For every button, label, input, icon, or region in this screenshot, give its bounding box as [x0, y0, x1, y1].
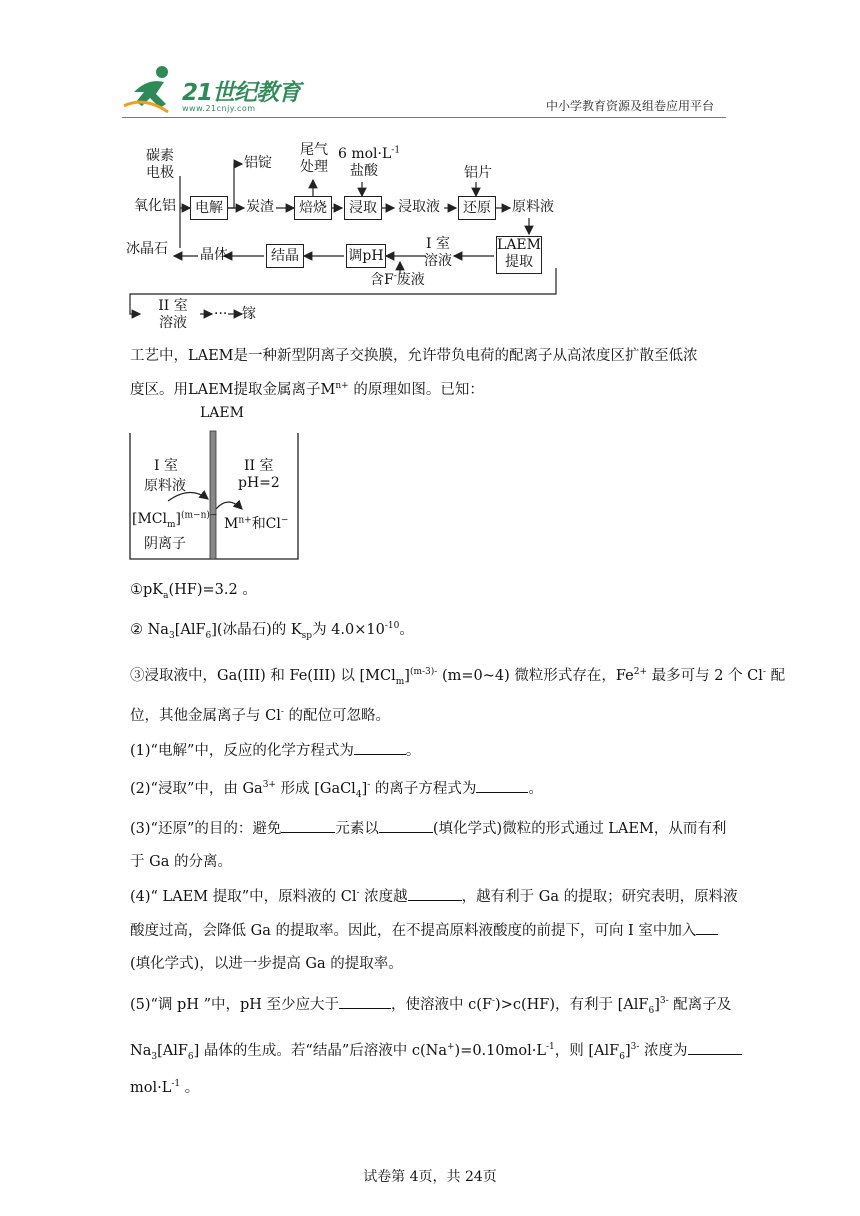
- question-1: (1)“电解”中，反应的化学方程式为 。: [130, 740, 420, 761]
- answer-blank-5a[interactable]: [339, 994, 391, 1009]
- label-acid-conc: 6 $mol\cdot L^{-1}$: [338, 145, 401, 162]
- room1-anion: 阴离子: [144, 536, 186, 552]
- label-electrode: 电极: [146, 165, 174, 181]
- question-2: (2)“浸取”中，由 $Ga^{3+}$ 形成 [GaCl$_4$]- 的离子方程式为 。: [130, 778, 543, 799]
- runner-logo-icon: [122, 62, 182, 118]
- label-gallium: 镓: [242, 306, 256, 322]
- room1-title: I 室: [154, 458, 178, 474]
- answer-blank-4a[interactable]: [408, 886, 462, 901]
- label-tailgas-1: 尾气: [300, 142, 328, 158]
- platform-title: 中小学教育资源及组卷应用平台: [546, 99, 715, 113]
- question-5a: (5)“调 pH ”中，pH 至少应大于 ，使溶液中 c(F-)>c(HF)，有利于 $[AlF_6]^{3-}$ 配离子及: [130, 994, 731, 1015]
- membrane-title: LAEM: [200, 405, 244, 421]
- question-3a: (3)“还原”的目的：避免 元素以 (填化学式)微粒的形式通过 LAEM，从而有利: [130, 818, 726, 839]
- label-acid: 盐酸: [350, 163, 378, 179]
- room1-content: 原料液: [144, 478, 186, 494]
- answer-blank-1[interactable]: [354, 740, 406, 755]
- room2-title: II 室: [244, 458, 274, 474]
- label-waste: 含F-废液: [370, 271, 425, 288]
- room2-ions: $M^{n+}$和Cl−: [224, 515, 289, 532]
- label-alumina: 氧化铝: [134, 198, 176, 214]
- label-dots: ···: [214, 306, 228, 322]
- label-tailgas-2: 处理: [300, 159, 328, 175]
- question-4b: 酸度过高，会降低 Ga 的提取率。因此，在不提高原料液酸度的前提下，可向 I 室中加入: [130, 920, 718, 941]
- box-leach: 浸取: [344, 196, 382, 220]
- header-divider: [122, 117, 726, 118]
- room1-ion: $[MCl_m]^{(m-n)-}$: [132, 510, 218, 530]
- label-al-ingot: 铝锭: [244, 155, 272, 171]
- page-footer: 试卷第 4页，共 24页: [363, 1169, 497, 1185]
- answer-blank-3b[interactable]: [379, 818, 433, 833]
- box-adjust-ph: 调pH: [346, 244, 386, 268]
- label-leach-liquid: 浸取液: [398, 199, 440, 215]
- logo-url: www.21cnjy.com: [182, 104, 256, 113]
- label-cryolite: 冰晶石: [126, 241, 168, 257]
- logo-text: 21世纪教育: [182, 80, 301, 106]
- answer-blank-2[interactable]: [476, 778, 528, 793]
- process-flowchart: [118, 138, 593, 336]
- question-4c: (填化学式)，以进一步提高 Ga 的提取率。: [130, 956, 403, 972]
- box-roast: 焙烧: [294, 196, 332, 220]
- known-1: $①pK_a(HF)=3.2$ 。: [130, 582, 257, 601]
- question-4a: (4)“ LAEM 提取”中，原料液的 Cl- 浓度越 ，越有利于 Ga 的提取；研究表明，原料液: [130, 886, 738, 907]
- room2-ph: pH=2: [238, 475, 280, 491]
- laem-membrane-figure: [128, 405, 304, 565]
- box-reduce: 还原: [458, 196, 496, 220]
- label-crystal: 晶体: [200, 247, 228, 263]
- laem-line-2: 提取: [505, 254, 533, 270]
- label-room2-2: 溶液: [159, 315, 187, 331]
- intro-line-1: 工艺中，LAEM是一种新型阴离子交换膜，允许带负电荷的配离子从高浓度区扩散至低浓: [130, 348, 698, 364]
- question-5b: $Na_3[AlF_6]$ 晶体的生成。若“结晶”后溶液中 $c(Na^+)=0.10mol\cdot L^{-1}$，则 $[AlF_6]^{3-}$ 浓度为: [130, 1040, 742, 1061]
- label-slag: 炭渣: [246, 199, 274, 215]
- intro-line-2: 度区。用LAEM提取金属离子$M^{n+}$ 的原理如图。已知：: [130, 381, 484, 398]
- answer-blank-4b[interactable]: [696, 920, 718, 935]
- box-electrolysis: 电解: [190, 196, 228, 220]
- answer-blank-3a[interactable]: [281, 818, 335, 833]
- box-laem-extract: [496, 236, 542, 274]
- label-raw-liquid: 原料液: [512, 199, 554, 215]
- label-room1-1: I 室: [426, 236, 450, 252]
- known-3b: 位，其他金属离子与 Cl- 的配位可忽略。: [130, 707, 390, 724]
- label-room2-1: II 室: [158, 298, 188, 314]
- box-crystallize: 结晶: [266, 244, 304, 268]
- answer-blank-5b[interactable]: [688, 1040, 742, 1055]
- question-5c: $mol\cdot L^{-1}$ 。: [130, 1079, 200, 1096]
- question-3b: 于 Ga 的分离。: [130, 854, 232, 870]
- laem-line-1: LAEM: [497, 237, 541, 253]
- label-room1-2: 溶液: [424, 253, 452, 269]
- known-2: ② $Na_3[AlF_6]$(冰晶石)的 $K_{sp}$为 $4.0\times 10^{-10}$。: [130, 621, 414, 641]
- label-al-sheet: 铝片: [464, 165, 492, 181]
- label-carbon: 碳素: [146, 148, 174, 164]
- known-3a: ③浸取液中，Ga(III) 和 Fe(III) 以 $[MCl_m]^{(m-3)-}$ (m=0~4) 微粒形式存在，$Fe^{2+}$ 最多可与 2 个 Cl- 配: [130, 667, 786, 687]
